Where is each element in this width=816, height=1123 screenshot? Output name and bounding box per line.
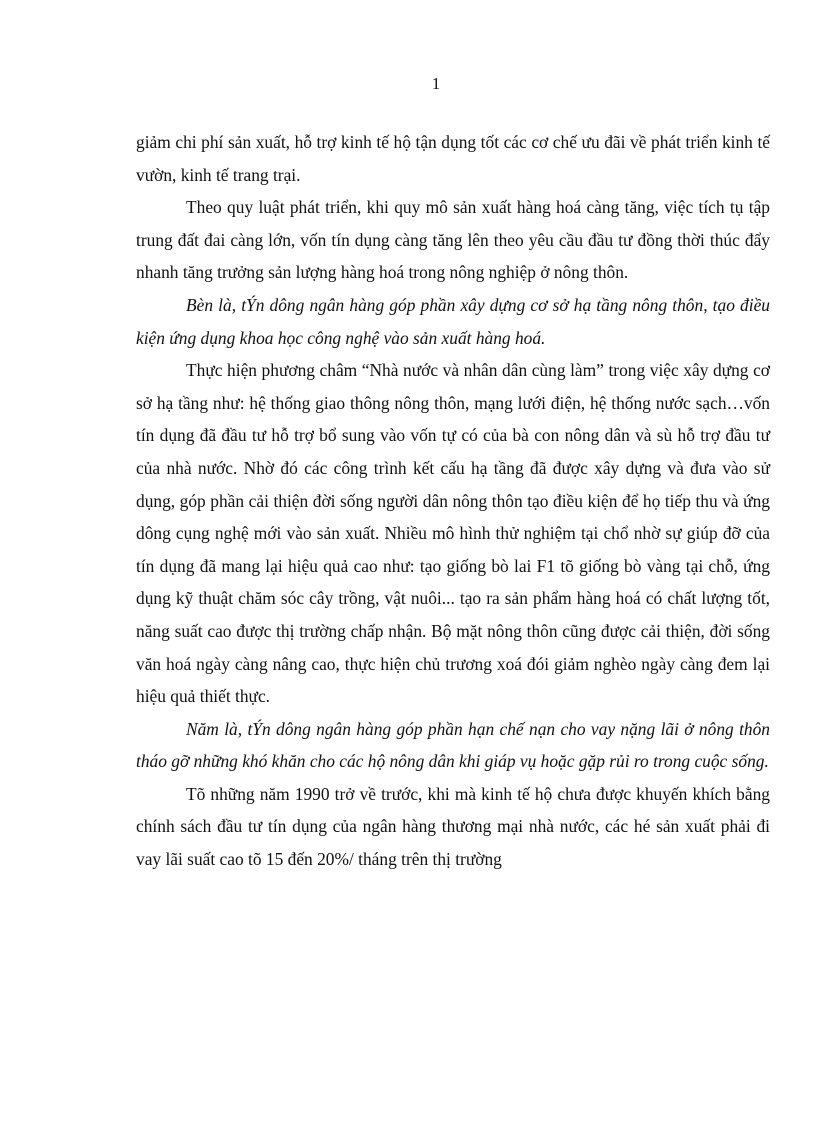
paragraph-heading-fourth: Bèn là, tÝn dông ngân hàng góp phần xây dựng cơ sở hạ tầng nông thôn, tạo điều kiện ứng dụng khoa học công nghệ vào sản xuất hàng hoá. — [136, 294, 770, 348]
paragraph-continuation: giảm chi phí sản xuất, hỗ trợ kinh tế hộ tận dụng tốt các cơ chế ưu đãi về phát triển kinh tế vườn, kinh tế trang trại. — [136, 132, 770, 185]
paragraph-development-law: Theo quy luật phát triển, khi quy mô sản xuất hàng hoá càng tăng, việc tích tụ tập trung đất đai càng lớn, vốn tín dụng càng tăng lên theo yêu cầu đầu tư đồng thời thúc đẩy nhanh tăng trưởng sản lượng hàng hoá trong nông nghiệp ở nông thôn. — [136, 197, 770, 283]
page-number: 1 — [431, 74, 441, 93]
document-body — [136, 126, 770, 876]
paragraph-usury: Tõ những năm 1990 trở về trước, khi mà kinh tế hộ chưa được khuyến khích bằng chính sách đầu tư tín dụng của ngân hàng thương mại nhà nước, các hé sản xuất phải đi vay lãi suất cao tõ 15 đến 20%/ tháng trên thị trường — [136, 783, 770, 870]
paragraph-infrastructure: Thực hiện phương châm “Nhà nước và nhân dân cùng làm” trong việc xây dựng cơ sở hạ tầng như: hệ thống giao thông nông thôn, mạng lưới điện, hệ thống nước sạch…vốn tín dụng đã đầu tư hỗ trợ bổ sung vào vốn tự có của bà con nông dân và sù hỗ trợ đầu tư của nhà nước. Nhờ đó các công trình kết cấu hạ tầng đã được xây dựng và đưa vào sử dụng, góp phần cải thiện đời sống người dân nông thôn tạo điều kiện để họ tiếp thu và ứng dông cụng nghệ mới vào sản xuất. Nhiều mô hình thử nghiệm tại chổ nhờ sự giúp đỡ của tín dụng đã mang lại hiệu quả cao như: tạo giống bò lai F1 tõ giống bò vàng tại chỗ, ứng dụng kỹ thuật chăm sóc cây trồng, vật nuôi... tạo ra sản phẩm hàng hoá có chất lượng tốt, năng suất cao được thị trường chấp nhận. Bộ mặt nông thôn cũng được cải thiện, đời sống văn hoá ngày càng nâng cao, thực hiện chủ trương xoá đói giảm nghèo ngày càng đem lại hiệu quả thiết thực. — [136, 360, 770, 707]
paragraph-heading-fifth: Năm là, tÝn dông ngân hàng góp phần hạn chế nạn cho vay nặng lãi ở nông thôn tháo gỡ những khó khăn cho các hộ nông dân khi giáp vụ hoặc gặp rủi ro trong cuộc sống. — [136, 718, 770, 772]
